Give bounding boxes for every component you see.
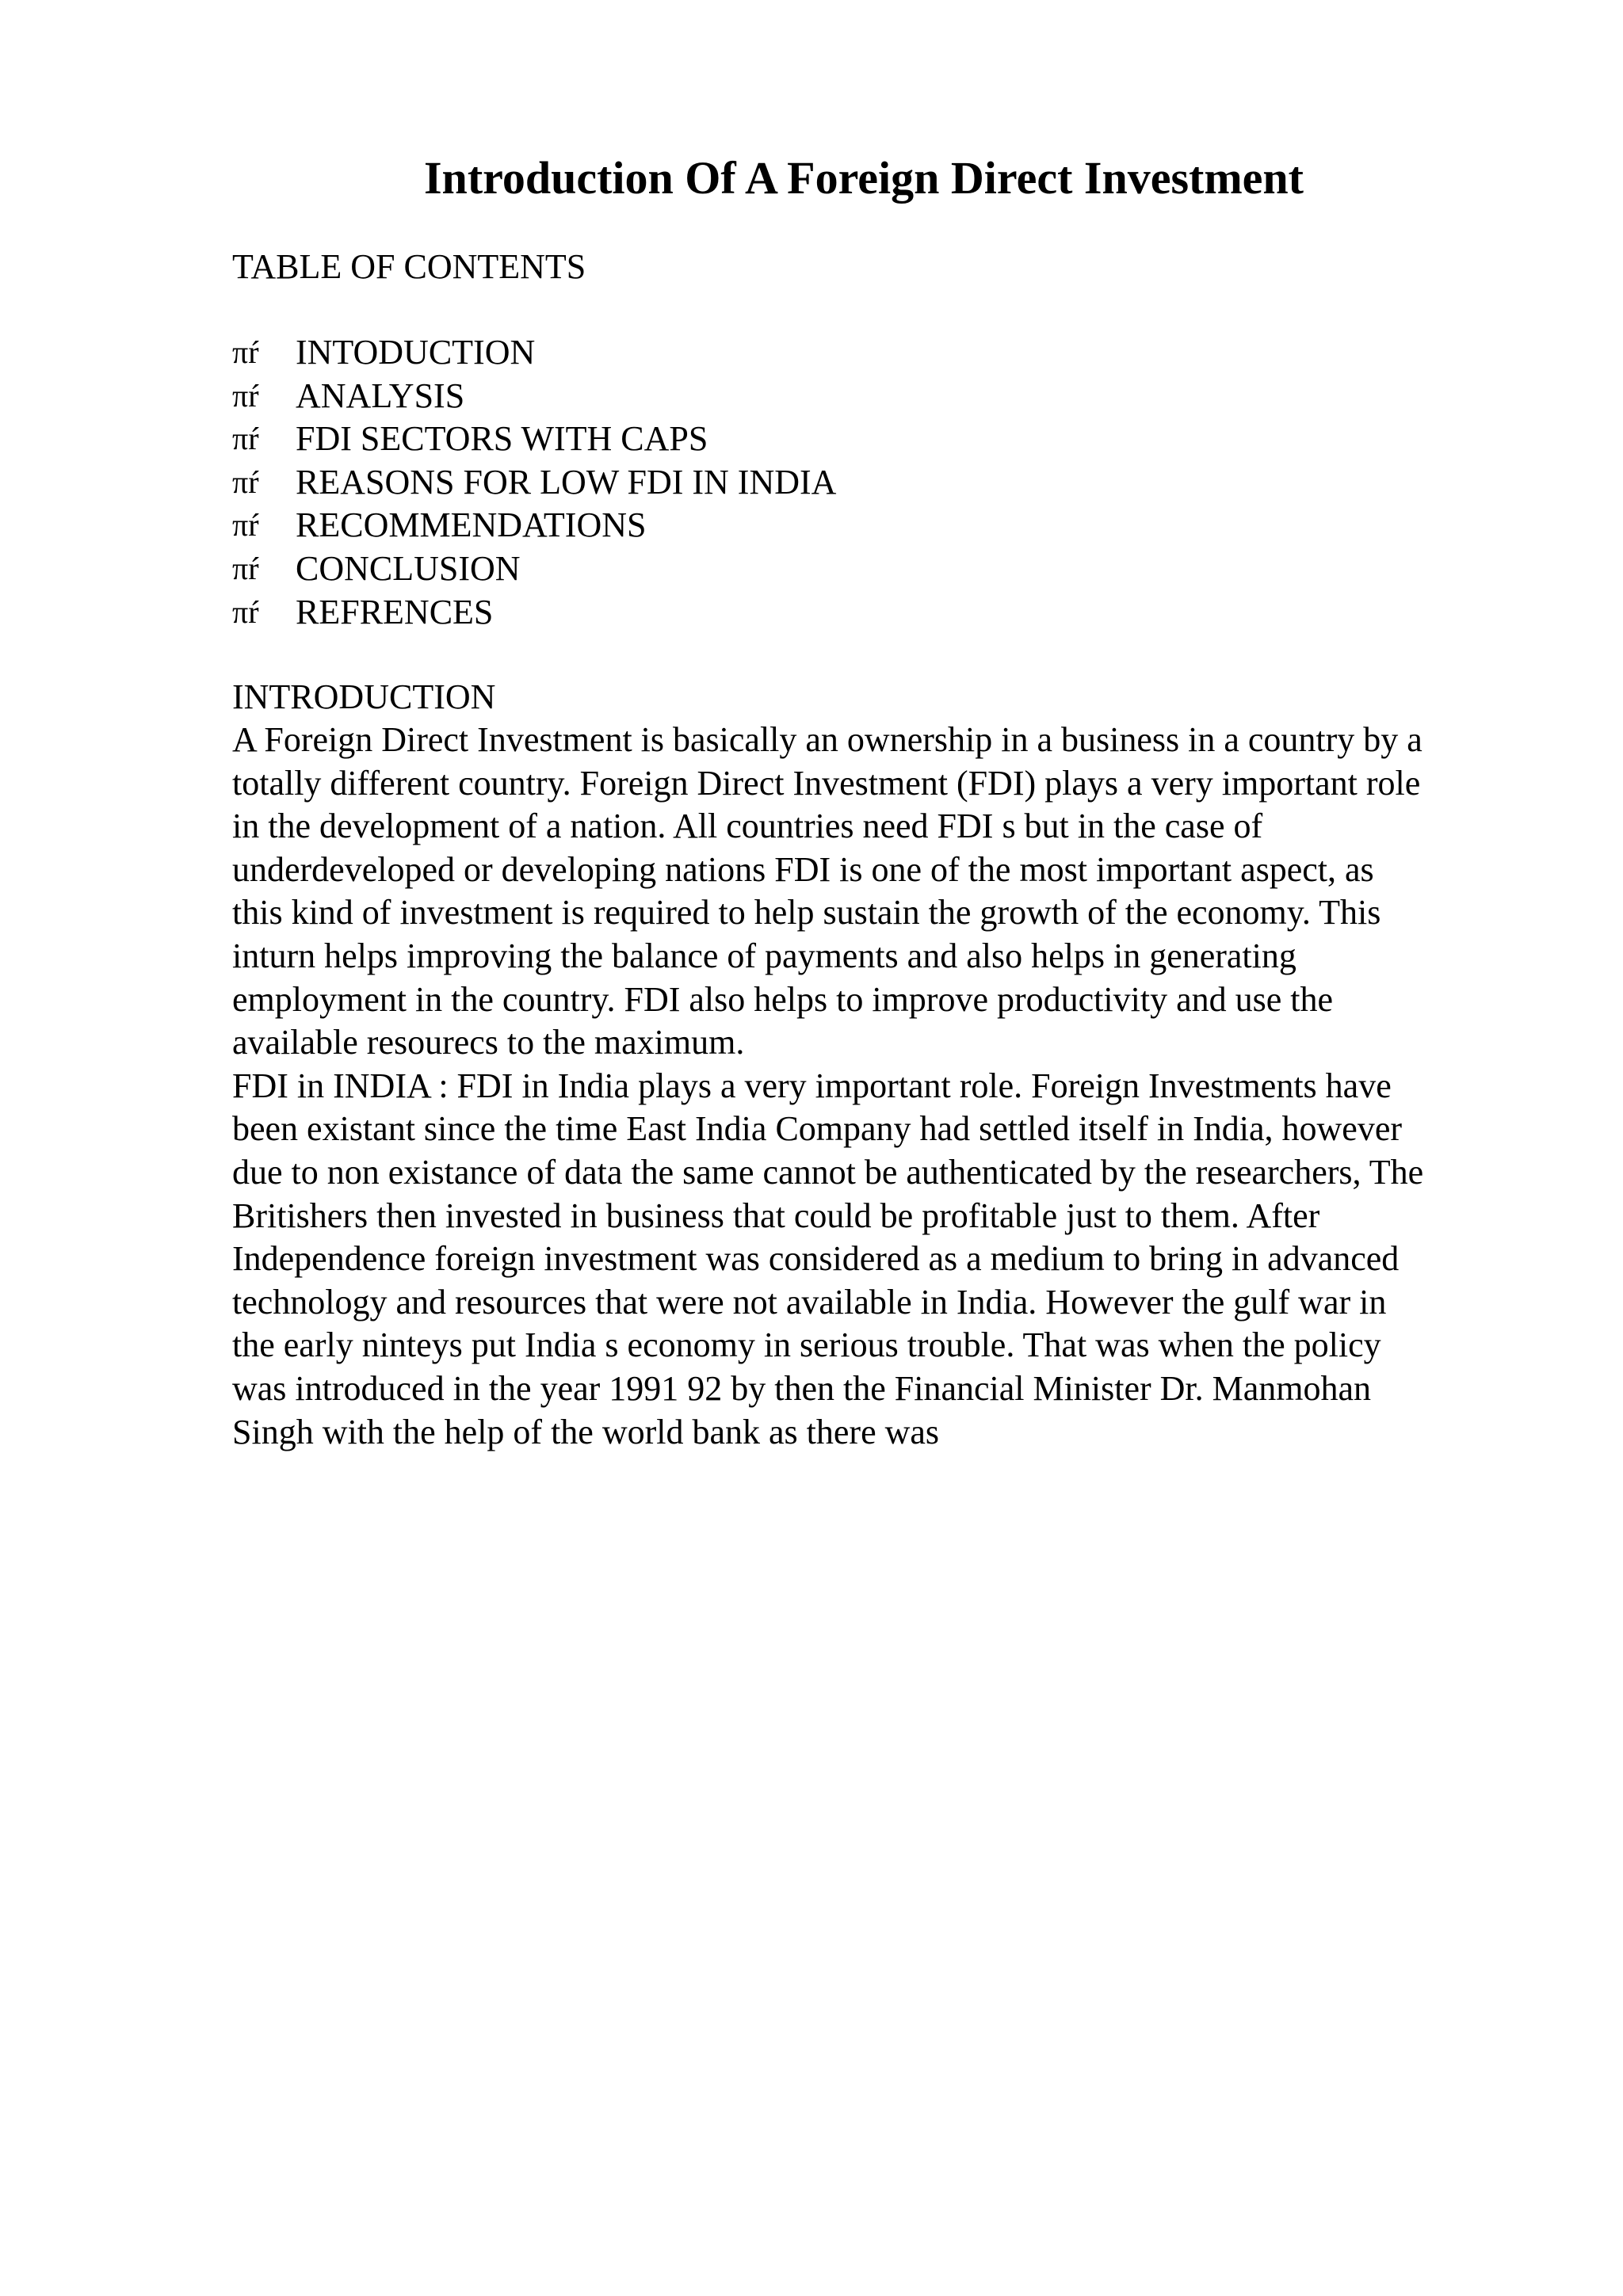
toc-item xyxy=(232,591,836,635)
body-line: employment in the country. FDI also helps to improve productivity and use the xyxy=(232,979,1334,1019)
body-line: this kind of investment is required to help sustain the growth of the economy. This xyxy=(232,893,1381,933)
toc-item-label: INTODUCTION xyxy=(296,333,536,372)
toc-bullet: πŕ xyxy=(232,550,259,586)
body-line: technology and resources that were not available in India. However the gulf war in xyxy=(232,1282,1387,1322)
toc-item xyxy=(232,504,836,547)
toc-item xyxy=(232,331,836,375)
toc-bullet: πŕ xyxy=(232,507,259,543)
body-line: underdeveloped or developing nations FDI is one of the most important aspect, as xyxy=(232,849,1374,889)
toc-item-label: REFRENCES xyxy=(296,592,494,631)
body-line: been existant since the time East India Company had settled itself in India, however xyxy=(232,1109,1403,1149)
toc-bullet: πŕ xyxy=(232,377,259,414)
toc-heading: TABLE OF CONTENTS xyxy=(232,247,586,286)
body-line: Singh with the help of the world bank as there was xyxy=(232,1412,940,1451)
toc-bullet: πŕ xyxy=(232,334,259,370)
toc-item-label: ANALYSIS xyxy=(296,376,465,415)
toc-list xyxy=(232,331,836,634)
body-line: was introduced in the year 1991 92 by then the Financial Minister Dr. Manmohan xyxy=(232,1368,1372,1408)
toc-item xyxy=(232,547,836,591)
body-line: FDI in INDIA : FDI in India plays a very important role. Foreign Investments have xyxy=(232,1066,1392,1105)
toc-item-label: FDI SECTORS WITH CAPS xyxy=(296,419,708,459)
section-heading-introduction: INTRODUCTION xyxy=(232,677,496,716)
body-line: in the development of a nation. All countries need FDI s but in the case of xyxy=(232,807,1263,846)
toc-item xyxy=(232,418,836,461)
toc-item-label: RECOMMENDATIONS xyxy=(296,505,647,545)
body-line: inturn helps improving the balance of payments and also helps in generating xyxy=(232,936,1296,975)
body-line: Britishers then invested in business that could be profitable just to them. After xyxy=(232,1196,1320,1235)
toc-item xyxy=(232,461,836,505)
toc-bullet: πŕ xyxy=(232,463,259,500)
body-line: totally different country. Foreign Direct Investment (FDI) plays a very important role xyxy=(232,763,1421,803)
toc-item-label: REASONS FOR LOW FDI IN INDIA xyxy=(296,462,837,502)
toc-bullet: πŕ xyxy=(232,593,259,630)
body-line: Independence foreign investment was considered as a medium to bring in advanced xyxy=(232,1239,1400,1279)
body-text xyxy=(232,719,1532,1454)
toc-item xyxy=(232,375,836,418)
toc-bullet: πŕ xyxy=(232,421,259,457)
body-line: available resourecs to the maximum. xyxy=(232,1023,745,1062)
document-title: Introduction Of A Foreign Direct Investment xyxy=(423,152,1304,204)
body-line: A Foreign Direct Investment is basically an ownership in a business in a country by a xyxy=(232,720,1423,759)
body-line: the early ninteys put India s economy in serious trouble. That was when the policy xyxy=(232,1325,1381,1365)
toc-item-label: CONCLUSION xyxy=(296,548,521,588)
body-line: due to non existance of data the same cannot be authenticated by the researchers, The xyxy=(232,1152,1424,1192)
